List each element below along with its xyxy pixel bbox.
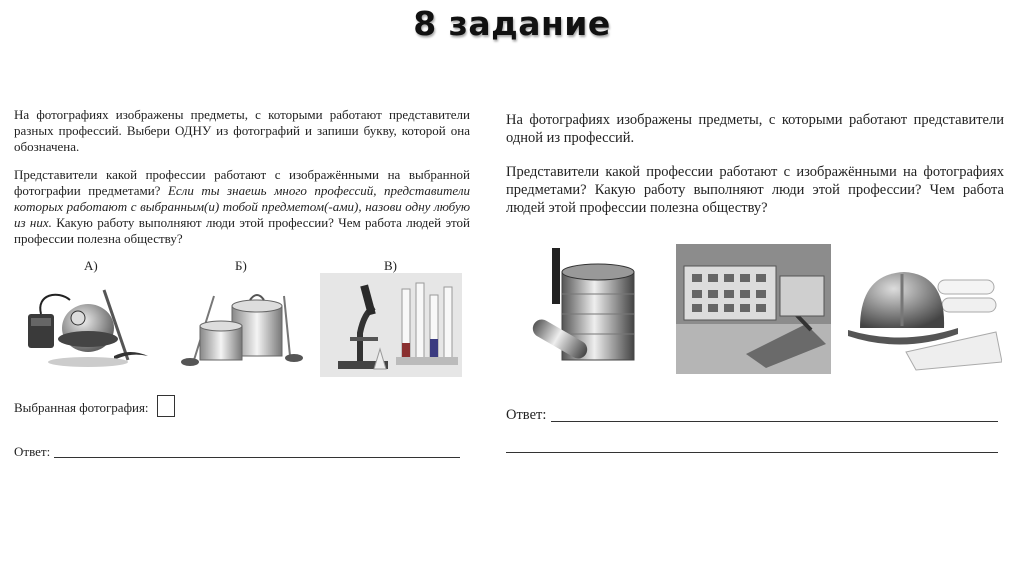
question-hint: Если ты знаешь много профессий, представители которых работают с выбранным(и) тобой предметом(-ами), назови одну любую из них. bbox=[14, 183, 471, 230]
photo-label-v: В) bbox=[384, 258, 397, 273]
bricks-trowel-icon bbox=[676, 244, 831, 374]
answer-right-label: Ответ: bbox=[506, 407, 547, 423]
task-left-question bbox=[14, 167, 470, 247]
answer-left-label: Ответ: bbox=[14, 444, 51, 459]
task-right-question: Представители какой профессии работают с изображёнными на фотографиях предметами? Какую работу выполняют люди этой профессии? Чем работа людей этой профессии полезна обществу? bbox=[506, 164, 1004, 216]
question-start: Представители какой профессии работают с изображёнными на выбранной фотографии предметами? bbox=[14, 167, 470, 198]
photo-label-a: А) bbox=[84, 258, 98, 273]
photo-bricks[interactable] bbox=[676, 244, 831, 374]
hard-hat-blueprints-icon bbox=[846, 262, 1002, 372]
photo-v[interactable] bbox=[320, 273, 462, 377]
answer-left-line[interactable] bbox=[54, 457, 460, 458]
chosen-photo-box[interactable] bbox=[157, 395, 175, 417]
miner-helmet-lamp-pickaxe-icon bbox=[18, 276, 152, 372]
task-right-intro: На фотографиях изображены предметы, с которыми работают представители одной из профессий. bbox=[506, 112, 1004, 146]
page-title: 8 задание bbox=[413, 4, 611, 43]
photo-label-b: Б) bbox=[235, 258, 247, 273]
cooking-pots-ladles-icon bbox=[172, 276, 308, 372]
task-left-intro: На фотографиях изображены предметы, с которыми работают представители разных профессий. Выбери ОДНУ из фотографий и запиши букву, которой она обозначена. bbox=[14, 107, 470, 154]
photo-a[interactable] bbox=[18, 276, 152, 372]
photo-paint[interactable] bbox=[522, 244, 650, 374]
answer-right-line-1[interactable] bbox=[551, 421, 998, 422]
task-left bbox=[14, 107, 470, 247]
question-end: Какую работу выполняют люди этой профессии? Чем работа людей этой профессии полезна обществу? bbox=[14, 215, 470, 246]
microscope-test-tubes-icon bbox=[320, 273, 462, 377]
photo-hard-hat[interactable] bbox=[846, 262, 1002, 372]
paint-can-roller-icon bbox=[522, 244, 650, 374]
answer-right-line-2[interactable] bbox=[506, 452, 998, 453]
photo-b[interactable] bbox=[172, 276, 308, 372]
task-right bbox=[506, 111, 1004, 217]
chosen-photo-label: Выбранная фотография: bbox=[14, 400, 149, 415]
